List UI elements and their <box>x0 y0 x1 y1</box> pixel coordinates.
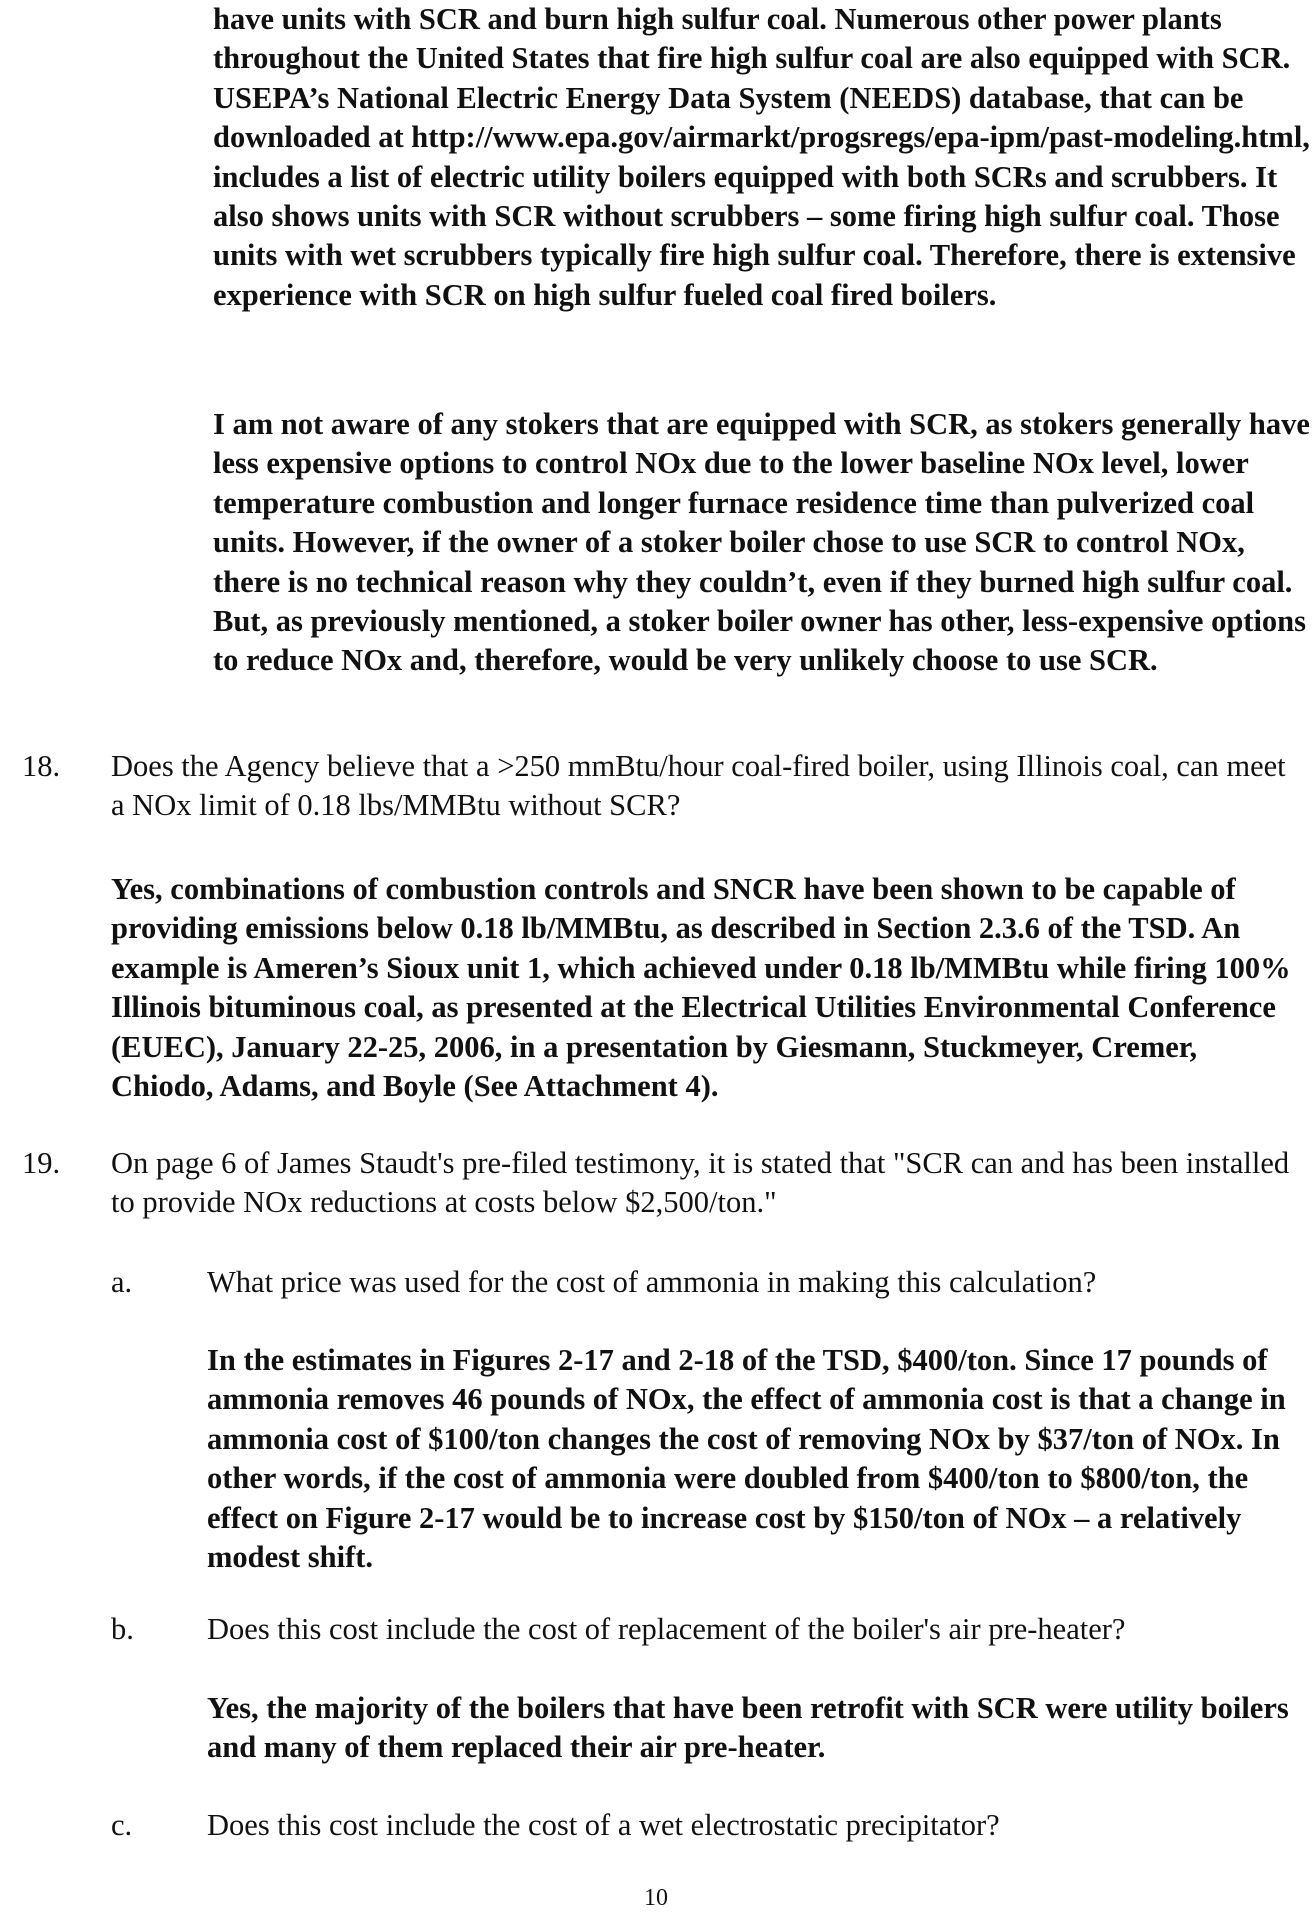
answer-paragraph-continuation: have units with SCR and burn high sulfur coal. Numerous other power plants throughout the United States that fire high sulfur coal are also equipped with SCR. USEPA’s National Electric Energy Data System (NEEDS) database, that can be downloaded at http://www.epa.gov/airmarkt/progsregs/epa-ipm/past-modeling.html, includes a list of electric utility boilers equipped with both SCRs and scrubbers. It also shows units with SCR without scrubbers – some firing high sulfur coal. Those units with wet scrubbers typically fire high sulfur coal. Therefore, there is extensive experience with SCR on high sulfur fueled coal fired boilers. <box>213 2 1310 312</box>
question-18-number: 18. <box>22 749 61 783</box>
subquestion-a-text: What price was used for the cost of ammonia in making this calculation? <box>207 1265 1097 1299</box>
answer-paragraph-stokers: I am not aware of any stokers that are equipped with SCR, as stokers generally have less expensive options to control NOx due to the lower baseline NOx level, lower temperature combustion and longer furnace residence time than pulverized coal units. However, if the owner of a stoker boiler chose to use SCR to control NOx, there is no technical reason why they couldn’t, even if they burned high sulfur coal. But, as previously mentioned, a stoker boiler owner has other, less-expensive options to reduce NOx and, therefore, would be very unlikely choose to use SCR. <box>213 407 1310 678</box>
subquestion-c-label: c. <box>111 1808 133 1842</box>
question-19-text: On page 6 of James Staudt's pre-filed testimony, it is stated that "SCR can and has been installed to provide NOx reductions at costs below $2,500/ton." <box>111 1146 1290 1220</box>
question-18-text: Does the Agency believe that a >250 mmBtu/hour coal-fired boiler, using Illinois coal, can meet a NOx limit of 0.18 lbs/MMBtu without SCR? <box>111 749 1286 823</box>
subquestion-b-text: Does this cost include the cost of replacement of the boiler's air pre-heater? <box>207 1612 1126 1646</box>
question-19-number: 19. <box>22 1146 61 1180</box>
subquestion-a-answer: In the estimates in Figures 2-17 and 2-18 of the TSD, $400/ton. Since 17 pounds of ammonia removes 46 pounds of NOx, the effect of ammonia cost is that a change in ammonia cost of $100/ton changes the cost of removing NOx by $37/ton of NOx. In other words, if the cost of ammonia were doubled from $400/ton to $800/ton, the effect on Figure 2-17 would be to increase cost by $150/ton of NOx – a relatively modest shift. <box>207 1343 1286 1575</box>
question-18-answer: Yes, combinations of combustion controls and SNCR have been shown to be capable of providing emissions below 0.18 lb/MMBtu, as described in Section 2.3.6 of the TSD. An example is Ameren’s Sioux unit 1, which achieved under 0.18 lb/MMBtu while firing 100% Illinois bituminous coal, as presented at the Electrical Utilities Environmental Conference (EUEC), January 22-25, 2006, in a presentation by Giesmann, Stuckmeyer, Cremer, Chiodo, Adams, and Boyle (See Attachment 4). <box>111 872 1291 1104</box>
subquestion-b-label: b. <box>111 1612 134 1646</box>
subquestion-b-answer: Yes, the majority of the boilers that have been retrofit with SCR were utility boilers and many of them replaced their air pre-heater. <box>207 1691 1289 1765</box>
subquestion-a-label: a. <box>111 1265 133 1299</box>
subquestion-c-text: Does this cost include the cost of a wet electrostatic precipitator? <box>207 1808 1000 1842</box>
page-number: 10 <box>644 1885 668 1911</box>
